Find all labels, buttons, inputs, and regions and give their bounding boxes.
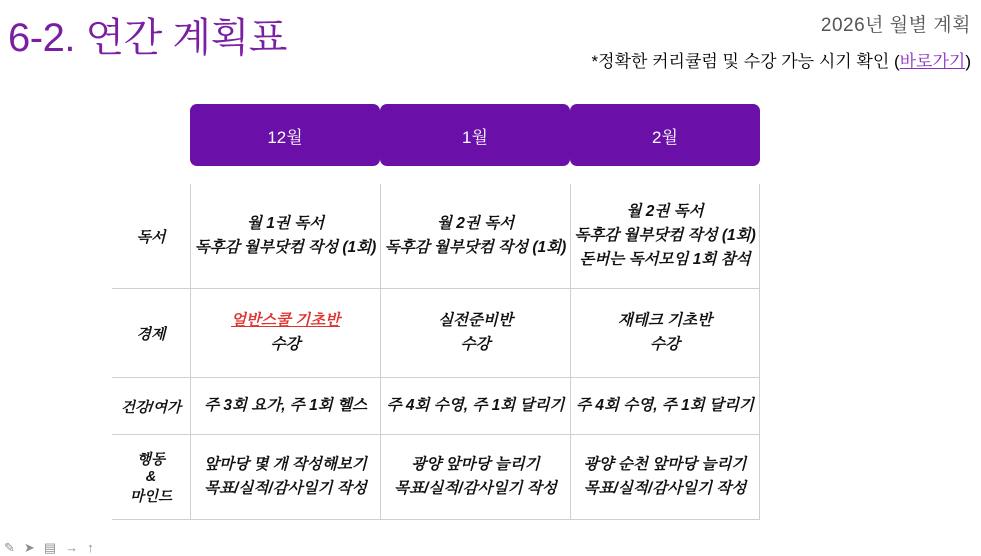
cell-line: 독후감 월부닷컴 작성 (1회)	[384, 239, 567, 256]
row-label-line: 경제	[136, 325, 166, 343]
cell-economy-dec	[190, 289, 380, 378]
table-row	[112, 378, 760, 435]
cell-action-feb	[570, 435, 760, 520]
row-label-health	[112, 378, 190, 435]
month-header-0: 12월	[190, 104, 380, 166]
cell-line: 목표/실적/감사일기 작성	[204, 480, 367, 497]
header-spacer-row	[112, 166, 760, 184]
note-icon[interactable]: ▤	[43, 540, 57, 555]
pen-icon[interactable]: ✎	[4, 540, 15, 555]
header-corner-cell	[112, 104, 190, 166]
page-title: 6-2. 연간 계획표	[8, 16, 287, 60]
cell-line: 주 4회 수영, 주 1회 달리기	[386, 396, 565, 414]
row-label-reading	[112, 184, 190, 289]
cell-line: 월 1권 독서	[246, 214, 325, 232]
header-right-block	[592, 10, 971, 72]
month-header-1: 1월	[380, 104, 570, 166]
cell-reading-dec	[190, 184, 380, 289]
cell-line: 수강	[650, 336, 680, 353]
annual-plan-table	[112, 104, 760, 520]
cell-action-dec	[190, 435, 380, 520]
cell-action-jan	[380, 435, 570, 520]
cell-line: 월 2권 독서	[626, 202, 704, 220]
table-body	[112, 184, 760, 520]
cell-line: 월 2권 독서	[436, 214, 515, 232]
row-label-line: 독서	[136, 228, 166, 246]
table-row	[112, 184, 760, 289]
table-row	[112, 435, 760, 520]
cell-line: 재테크 기초반	[617, 311, 713, 329]
cell-health-feb	[570, 378, 760, 435]
cell-line: 광양 순천 앞마당 늘리기	[583, 455, 747, 473]
arrow-up-icon[interactable]: ↑	[87, 540, 94, 555]
row-label-line: 건강/여가	[120, 399, 182, 416]
cell-line: 독후감 월부닷컴 작성 (1회)	[194, 239, 377, 256]
row-label-economy	[112, 289, 190, 378]
row-label-line: 행동	[136, 452, 165, 468]
cell-line: 실전준비반	[438, 311, 513, 329]
cell-line: 목표/실적/감사일기 작성	[394, 480, 557, 497]
cursor-icon[interactable]: ➤	[23, 540, 35, 555]
cell-line: 수강	[460, 336, 491, 353]
cell-reading-feb	[570, 184, 760, 289]
cell-economy-jan	[380, 289, 570, 378]
mini-toolbar[interactable]	[4, 541, 94, 554]
curriculum-link[interactable]: 바로가기	[899, 52, 966, 71]
table-row	[112, 289, 760, 378]
arrow-right-icon[interactable]: →	[65, 540, 79, 555]
cell-line: 목표/실적/감사일기 작성	[583, 480, 747, 497]
curriculum-note	[592, 47, 971, 72]
cell-line: 수강	[270, 336, 301, 353]
cell-line: 주 3회 요가, 주 1회 헬스	[204, 396, 367, 414]
curriculum-note-tail: )	[965, 52, 971, 71]
cell-line: 광양 앞마당 늘리기	[411, 455, 540, 473]
cell-line: 주 4회 수영, 주 1회 달리기	[576, 396, 754, 414]
year-label: 2026년 월별 계획	[820, 15, 971, 36]
cell-line: 앞마당 몇 개 작성해보기	[204, 455, 367, 473]
cell-economy-feb	[570, 289, 760, 378]
row-label-line: 마인드	[129, 489, 173, 505]
month-header-2: 2월	[570, 104, 760, 166]
row-label-action-mind	[112, 435, 190, 520]
cell-line-highlight: 얼반스쿨 기초반	[230, 311, 341, 329]
cell-health-jan	[380, 378, 570, 435]
table-header-row	[112, 104, 760, 166]
curriculum-note-text: *정확한 커리큘럼 및 수강 가능 시기 확인 (	[591, 52, 900, 71]
row-label-line: &	[145, 469, 157, 485]
cell-health-dec	[190, 378, 380, 435]
cell-line: 돈버는 독서모임 1회 참석	[579, 251, 751, 268]
cell-line: 독후감 월부닷컴 작성 (1회)	[574, 226, 756, 244]
cell-reading-jan	[380, 184, 570, 289]
